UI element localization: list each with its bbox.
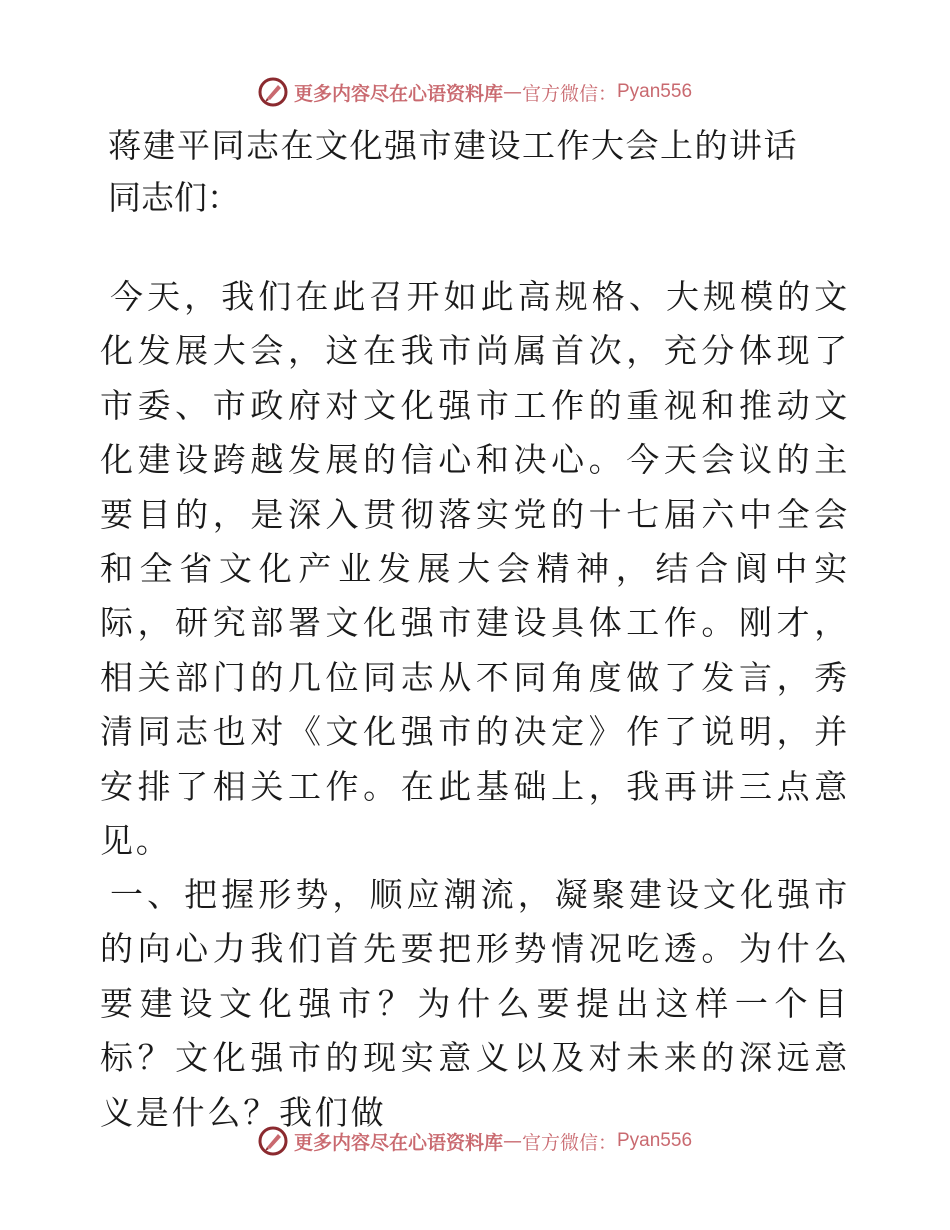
banner-dash: — — [502, 81, 522, 103]
body-paragraph: 一、把握形势，顺应潮流，凝聚建设文化强市的向心力我们首先要把形势情况吃透。为什么要建设文化强市？为什么要提出这样一个目标？文化强市的现实意义以及对未来的深远意义是什么？我们做 — [100, 875, 850, 1132]
brand-text: 更多内容尽在心语资料库 — [293, 1131, 503, 1154]
brand-text: 更多内容尽在心语资料库 — [293, 82, 503, 105]
footer-watermark-banner — [0, 1121, 950, 1161]
quill-logo-icon — [258, 77, 288, 107]
wechat-label: 官方微信： — [521, 82, 617, 105]
document-title: 蒋建平同志在文化强市建设工作大会上的讲话 — [108, 126, 798, 165]
banner-dash: — — [502, 1130, 522, 1152]
header-watermark-banner — [0, 72, 950, 112]
wechat-handle: Pyan556 — [617, 81, 693, 102]
wechat-label: 官方微信： — [521, 1131, 617, 1154]
wechat-handle: Pyan556 — [617, 1130, 693, 1151]
body-paragraph: 今天，我们在此召开如此高规格、大规模的文化发展大会，这在我市尚属首次，充分体现了市委、市政府对文化强市工作的重视和推动文化建设跨越发展的信心和决心。今天会议的主要目的，是深入贯彻落实党的十七届六中全会和全省文化产业发展大会精神，结合阆中实际，研究部署文化强市建设具体工作。刚才，相关部门的几位同志从不同角度做了发言，秀清同志也对《文化强市的决定》作了说明，并安排了相关工作。在此基础上，我再讲三点意见。 — [100, 277, 850, 861]
salutation: 同志们： — [108, 178, 240, 217]
quill-logo-icon — [258, 1126, 288, 1156]
